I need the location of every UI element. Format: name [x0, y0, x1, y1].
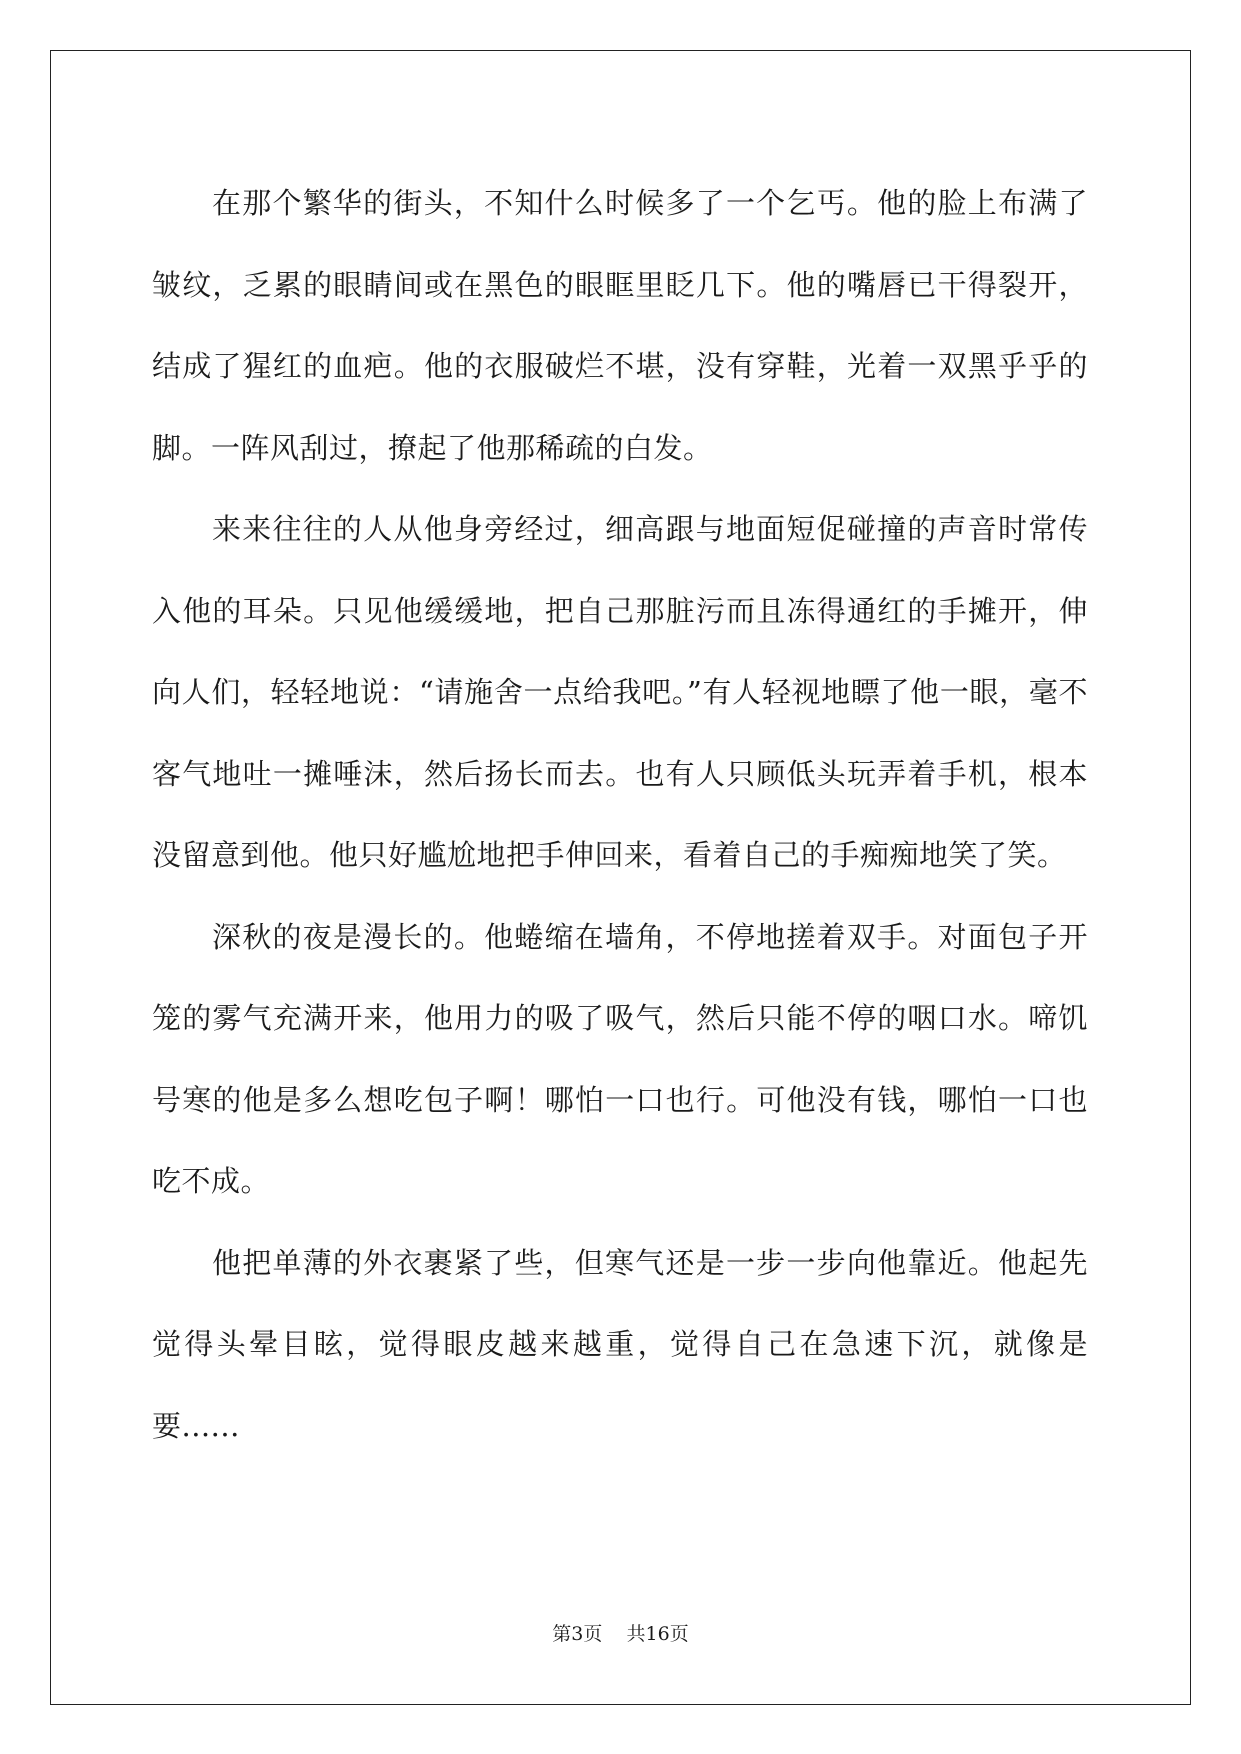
paragraph-1: 在那个繁华的街头，不知什么时候多了一个乞丐。他的脸上布满了皱纹，乏累的眼睛间或在黑色的眼眶里眨几下。他的嘴唇已干得裂开，结成了猩红的血疤。他的衣服破烂不堪，没有穿鞋，光着一双黑乎乎的脚。一阵风刮过，撩起了他那稀疏的白发。: [152, 186, 1088, 465]
page-footer: [0, 1622, 1241, 1646]
paragraph-4: 他把单薄的外衣裹紧了些，但寒气还是一步一步向他靠近。他起先觉得头晕目眩，觉得眼皮越来越重，觉得自己在急速下沉，就像是要......: [152, 1245, 1088, 1443]
page-number: 第3页: [552, 1623, 603, 1645]
paragraph-3: 深秋的夜是漫长的。他蜷缩在墙角，不停地搓着双手。对面包子开笼的雾气充满开来，他用力的吸了吸气，然后只能不停的咽口水。啼饥号寒的他是多么想吃包子啊！哪怕一口也行。可他没有钱，哪怕一口也吃不成。: [152, 919, 1088, 1198]
document-body: [152, 163, 1088, 1467]
paragraph-2: 来来往往的人从他身旁经过，细高跟与地面短促碰撞的声音时常传入他的耳朵。只见他缓缓地，把自己那脏污而且冻得通红的手摊开，伸向人们，轻轻地说：“请施舍一点给我吧。”有人轻视地瞟了他一眼，毫不客气地吐一摊唾沫，然后扬长而去。也有人只顾低头玩弄着手机，根本没留意到他。他只好尴尬地把手伸回来，看着自己的手痴痴地笑了笑。: [152, 512, 1088, 872]
page-total: 共16页: [626, 1623, 689, 1645]
